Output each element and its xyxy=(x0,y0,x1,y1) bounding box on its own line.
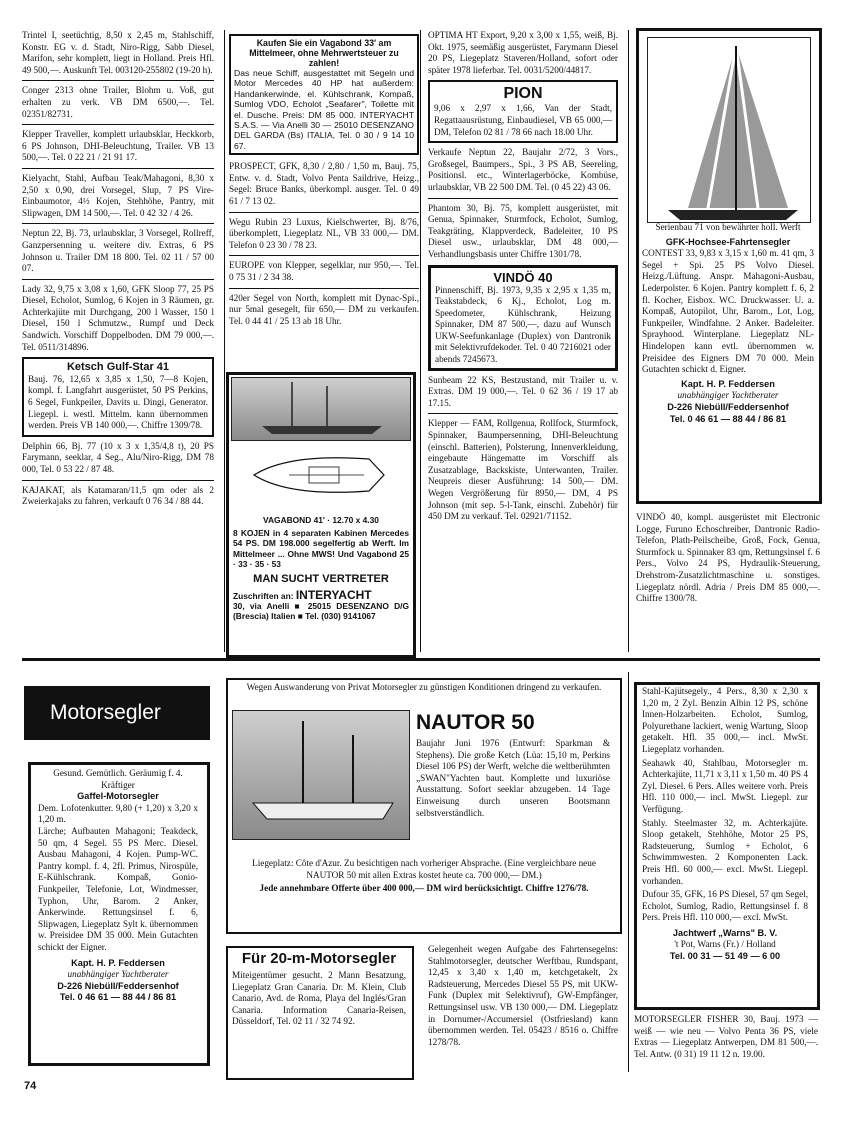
sailboat-photo xyxy=(231,377,411,441)
sailboat-icon xyxy=(232,378,410,440)
ad-kielyacht: Kielyacht, Stahl, Aufbau Teak/Mahagoni, 8,30 x 2,50 x 0,90, drei Vorsegel, Slup, 7 PS Vire-Einbaumotor, 4½ Kojen, Stehhöhe, Pantry, mit Slipwagen, DM 14 500,—. Tel. 0 42 32 / 4 26. xyxy=(22,172,214,218)
deck-plan-drawing xyxy=(249,445,389,505)
warns-address: 't Pot, Warns (Fr.) / Holland xyxy=(674,939,776,950)
gfk-heading: GFK-Hochsee-Fahrtensegler xyxy=(665,236,791,247)
ad-dufour: Dufour 35, GFK, 16 PS Diesel, 57 qm Segel, Echolot, Sumlog, Radio, Rettungsinsel f. 8 Pers. Preis Hfl. 110 000,— excl. MwSt. xyxy=(642,889,808,923)
ad-gelegenheit: Gelegenheit wegen Aufgabe des Fahrtensegelns: Stahlmotorsegler, deutscher Werftbau, Rundspant, 12,45 x 3,40 x 1,40 m, ketchgetakelt, 2x Radsteuerung, Mercedes Diesel 55 PS, mit UKW-Funk (Duplex mit Selektivruf), GW-Empfänger, Rettungsinsel usw. VB 130 000,— DM. Liegeplatz in Dornumer-/Accumersiel (Ostfriesland) kann übernommen werden. Tel. 05423 / 8516 o. Chiffre 1278/78. xyxy=(428,944,618,1047)
ad-sunbeam: Sunbeam 22 KS, Bestzustand, mit Trailer u. v. Extras. DM 19 000,—. Tel. 0 62 36 / 19 17 ab 17.15. xyxy=(428,374,618,408)
ad-trintel: Trintel I, seetüchtig, 8,50 x 2,45 m, Stahlschiff, Konstr. EG v. d. Stadt, Niro-Rigg, Sabb Diesel, Marifon, sehr komplett, liegt in Holland. Preis Hfl. 49 500,—. Auskunft Tel. 003120-255802 (19-20 h). xyxy=(22,30,214,75)
ad-vagabond41-box xyxy=(226,372,416,658)
ad-klepper-traveller: Klepper Traveller, komplett urlaubsklar, Heckkorb, 6 PS Johnson, DHI-Beleuchtung, Trailer. VB 13 500,—. Tel. 0 22 21 / 21 91 17. xyxy=(22,129,214,163)
vagabond41-text: 8 KOJEN in 4 separaten Kabinen Mercedes 54 PS. DM 198.000 segelfertig ab Werft. Im Mittelmeer ... Ohne MWS! Und Vagabond 25 · 33 · 35 · 53 xyxy=(233,528,409,569)
feddersen-role: unabhängiger Yachtberater xyxy=(677,390,779,401)
gaffel-intro: Gesund. Gemütlich. Geräumig f. 4. Kräftiger xyxy=(53,768,183,790)
ad-europe: EUROPE von Klepper, segelklar, nur 950,—. Tel. 0 75 31 / 2 34 38. xyxy=(229,260,419,282)
interyacht-address: 30, via Anelli ■ 25015 DESENZANO D/G (Brescia) Italien ■ Tel. (030) 9141067 xyxy=(233,601,409,622)
gaffel-heading: Gaffel-Motorsegler xyxy=(77,791,159,802)
ad-pion-box xyxy=(428,80,618,143)
vagabond33-heading: Kaufen Sie ein Vagabond 33' am Mittelmeer, ohne Mehrwertsteuer zu zahlen! xyxy=(249,38,399,68)
ad-vagabond33-box xyxy=(229,34,419,155)
vagabond41-caption: VAGABOND 41' · 12.70 x 4.30 xyxy=(263,515,379,525)
ad-optima: OPTIMA HT Export, 9,20 x 3,00 x 1,55, weiß, Bj. Okt. 1975, seemäßig ausgerüstet, Farymann Diesel 20 PS, Liegeplatz Staveren/Holland, sofort oder später 1978 lieferbar. Tel. 0031/5200/44817. xyxy=(428,30,618,75)
ad-delphin: Delphin 66, Bj. 77 (10 x 3 x 1,35/4,8 t), 20 PS Farymann, seeklar, 4 Seg., Alu/Niro-Rigg, DM 78 000, Tel. 0 53 22 / 87 48. xyxy=(22,440,214,474)
sailboat-icon xyxy=(648,38,810,222)
ad-prospect: PROSPECT, GFK, 8,30 / 2,80 / 1,50 m, Bauj. 75, Entw. v. d. Stadt, Volvo Penta Saildrive, Heizg., Segel: Bruce Banks, überkompl. ausger. Tel. 0 49 61 / 7 13 02. xyxy=(229,161,419,207)
ad-neptun22: Verkaufe Neptun 22, Baujahr 2/72, 3 Vors., Großsegel, Baumpers., Spi., 3 PS AB, Seereling, Positionsl. etc., Winterlagerböcke, Kombüse, urlaubsklar, VB 22 500 DM. Tel. (0 45 22) 43 06. xyxy=(428,147,618,192)
page-number: 74 xyxy=(24,1080,37,1092)
ad-stahly: Stahly. Steelmaster 32, m. Achterkajüte. Sloop getakelt, Stehhöhe, Motor 25 PS, Radsteuerung, Sumlog + Echolot, 6 Schwimmwesten. 2 Komponenten Lack. Preis Hfl. 60 000,— excl. MwSt. Liegepl. vorhanden. xyxy=(642,817,808,886)
ad-lady: Lady 32, 9,75 x 3,08 x 1,60, GFK Sloop 77, 25 PS Diesel, Echolot, Sumlog, 6 Kojen in 3 Räumen, gr. Achterkajüte mit Durchgang, 200 l Wasser, 150 l Diesel, 150 l Schmutzw., Rumpf und Deck Sandwich. Vorschiff Doppelboden. DM 79 000,—. Tel. 0511/314896. xyxy=(22,283,214,352)
zuschriften-label: Zuschriften an: xyxy=(233,591,294,602)
ad-phantom: Phantom 30, Bj. 75, komplett ausgerüstet, mit Genua, Spinnaker, Sturmfock, Echolot, Sumlog, Teakgräting, Klappverdeck, Badeleiter, 10 PS Diesel usw., urlaubsklar, DM 48 000,— Verhandlungsbasis unter Chiffre 1301/78. xyxy=(428,202,618,259)
gaffel-feddersen-name: Kapt. H. P. Feddersen xyxy=(71,957,165,968)
ad-vindo40-box xyxy=(428,265,618,371)
warns-phone: Tel. 00 31 — 51 49 — 6 00 xyxy=(669,951,781,962)
contest33-text: CONTEST 33, 9,83 x 3,15 x 1,60 m. 41 qm, 3 Segel + Spi. 25 PS Volvo Diesel. Heizg./Lüftung. Anspr. Mahagoni-Ausbau, Lederpolster. 6 Kojen. Pantry komplett f. 6, 2 fl. Kocher, Eisbox. WC. Druckwasser. U. a. Kompaß, Autopilot, Uhr, Barom., Lot, Log, Funkpeiler, Windfahne. 2 Anker. Badeleiter. Sprayhood. Winterplane. Liegeplatz NL-Hindelopen kann evtl. übernommen w. Preisidee des Eigners DM 70 000. Mein Gutachten schickt d. Eigner. xyxy=(642,248,814,375)
fuer-text: Miteigentümer gesucht. 2 Mann Besatzung, Liegeplatz Gran Canaria. Dr. M. Klein, Club Canario, Avd. de Roma, Playa del Inglés/Gran Canaria. Information Canaria-Reisen, Düsseldorf, Tel. 02 11 / 32 74 92. xyxy=(232,970,406,1027)
ad-klepper-fam: Klepper — FAM, Rollgenua, Rollfock, Sturmfock, Spinnaker, Baumpersenning, DHI-Beleuchtung (einschl. Batterien), Polsterung, Innenverkleidung, eingebaute Hängematte im Vorschiff als Zusatzablage, Backskiste, Unterwanten, Trailer. Neupreis dieser Ausführung: 14 500,— DM. Wegen Vergrößerung für 8950,— DM, 4 PS Johnson (mit sep. 5-l-Tank, einschl. Zubehör) für 450 DM zu verkauf. Tel. 02921/71152. xyxy=(428,418,618,522)
ad-420er-segel: 420er Segel von North, komplett mit Dynac-Spi., nur 5mal gesegelt, für 650,— DM zu verkaufen. Tel. 0 44 41 / 25 13 ab 18 Uhr. xyxy=(229,292,419,326)
feddersen-address: D-226 Niebüll/Feddersenhof xyxy=(667,401,789,412)
nautor-text: Baujahr Juni 1976 (Entwurf: Sparkman & Stephens). Die große Ketch (Lüa: 15,10 m, Perkins Diesel 106 PS) der Werft, welche die weltberühmten „SWAN"Yachten baut. Komplette und luxuriöse Ausstattung. Sofort seeklar abzugeben. 14 Tage Einweisung durch unseren Bootsmann selbstverständlich. xyxy=(416,738,610,818)
pion-heading: PION xyxy=(503,85,543,103)
pion-text: 9,06 x 2,97 x 1,66, Van der Stadt, Regattaausrüstung, Einbaudiesel, VB 65 000,— DM, Telefon 02 81 / 78 66 nach 18.00 Uhr. xyxy=(434,103,612,137)
gaffel-dims: Dem. Lofotenkutter. 9,80 (+ 1,20) x 3,20 x 1,20 m. xyxy=(38,802,198,825)
ad-seahawk: Seahawk 40, Stahlbau, Motorsegler m. Achterkajüte, 11,71 x 3,11 x 1,50 m. 40 PS 4 Zyl. Diesel. 6 Pers. Alles weitere vorh. Preis Hfl. 110 000,— incl. MwSt. Liegepl. zur Verfügung. xyxy=(642,757,808,814)
ad-vindo40-kompl: VINDÖ 40, kompl. ausgerüstet mit Electronic Logge, Furuno Echoschreiber, Dantronic Radio-Telefon, Plath-Peilscheibe, Groß, Fock, Genua, Sturmfock u. Spinnaker 83 qm, Rettungsinsel f. 6 Pers., Volvo 24 PS, Hydraulik-Steuerung, Drehstrom-Zusatzlichtmaschine u. sonstiges. Liegeplatz nördl. Adria / Preis DM 85 000,—. Chiffre 1300/78. xyxy=(636,512,820,604)
vagabond33-text: Das neue Schiff, ausgestattet mit Segeln und Motor Mercedes 40 HP hat außerdem: Handankerwinde, el. Kühlschrank, Kompaß, Sumlog VDO, Echolot „Seafarer", Toilette mit el. Dusche. Preis: DM 85 000. INTERYACHT S.A.S. — Via Anelli 30 — 25010 DESENZANO DEL GARDA (Bs) ITALIA, Tel. 0 30 / 9 14 10 67. xyxy=(234,68,414,151)
feddersen-name: Kapt. H. P. Feddersen xyxy=(681,378,775,389)
contest33-caption: Serienbau 71 von bewährter holl. Werft xyxy=(655,222,801,232)
nautor-intro: Wegen Auswanderung von Privat Motorsegler zu günstigen Konditionen dringend zu verkaufen. xyxy=(246,682,602,692)
nautor50-photo xyxy=(232,710,410,840)
section-title: Motorsegler xyxy=(50,701,161,724)
ad-wegu: Wegu Rubin 23 Luxus, Kielschwerter, Bj. 8/76, überkomplett, Liegeplatz NL, VB 33 000,— DM. Telefon 0 23 30 / 78 23. xyxy=(229,216,419,250)
feddersen-phone: Tel. 0 46 61 — 88 44 / 86 81 xyxy=(669,413,787,424)
ketsch-text: Bauj. 76, 12,65 x 3,85 x 1,50, 7—8 Kojen, kompl. f. Langfahrt ausgerüstet, 50 PS Perkins, 6 Segel, Funkpeiler, Davits u. Dingi, Generator. Liegepl. i. westl. Mittelm. kann übernommen werden. Preis VB 140 000,—. Chiffre 1309/78. xyxy=(28,373,208,431)
ad-neptun: Neptun 22, Bj. 73, urlaubsklar, 3 Vorsegel, Rollreff, Ganzpersenning u. weitere div. Extras, 6 PS Johnson u. Trailer DM 18 800. Tel. 02 11 / 57 00 07. xyxy=(22,228,214,274)
ad-stahl: Stahl-Kajütsegely., 4 Pers., 8,30 x 2,30 x 1,20 m, 2 Zyl. Benzin Albin 12 PS, schöne Innen-Holzarbeiten. Echolot, Sumlog, Polyurethane lackiert, wenig Wartung, Sloop getakelt. Hfl. 35 000,— incl. MwSt. Liegeplatz vorhanden. xyxy=(642,686,808,754)
ketsch-heading: Ketsch Gulf-Star 41 xyxy=(66,361,170,374)
nautor-place: Liegeplatz: Côte d'Azur. Zu besichtigen nach vorheriger Absprache. (Eine vergleichbare neue NAUTOR 50 mit allen Extras kostet heute ca. 700 000,— DM.) xyxy=(252,858,596,880)
ad-ketsch-box xyxy=(22,357,214,437)
ketch-icon xyxy=(233,711,409,839)
fuer-heading: Für 20-m-Motorsegler xyxy=(241,950,397,967)
gaffel-text: Lärche; Aufbauten Mahagoni; Teakdeck, 50 qm, 4 Segel. 55 PS Merc. Diesel. Ausbau Mahagoni, 4 Kojen. Pump-WC. Pantry kompl. f. 4, 2fl. Primus, Nirospüle, E-Kühlschrank. Kompaß, Gonio-Funkpeiler, Telefonie, Lot, Windmesser, Typhon, Uhr, Barom. 2 Anker, Ankerwinde. Rettungsinsel f. 6, Slipwagen, Liegeplatz Sylt k. übernommen w. Preisidee DM 35 000. Mein Gutachten schickt der Eigner. xyxy=(38,825,198,952)
gaffel-feddersen-role: unabhängiger Yachtberater xyxy=(67,969,169,980)
contest33-photo xyxy=(647,37,811,223)
vindo40-heading: VINDÖ 40 xyxy=(493,269,553,285)
section-header xyxy=(24,686,210,740)
interyacht-name: INTERYACHT xyxy=(295,588,372,603)
vindo40-text: Pinnenschiff, Bj. 1973, 9,35 x 2,95 x 1,35 m, Teakstabdeck, 6 Kj., Echolot, Log m. Speedometer, Kühlschrank, Heizung Spinnaker, DM 87 500,—, dazu auf Wunsch UKW-Seefunkanlage (Duplex) von Dantronik mit Selektivrufdekoder. Tel. 0 40 7216021 oder abends 7245673. xyxy=(435,284,611,365)
nautor-heading: NAUTOR 50 xyxy=(416,711,535,734)
gaffel-feddersen-address: D-226 Niebüll/Feddersenhof xyxy=(57,980,179,991)
ad-fisher: MOTORSEGLER FISHER 30, Bauj. 1973 — weiß — wie neu — Volvo Penta 36 PS, viele Extras — Liegeplatz Antwerpen, DM 81 500,—. Tel. Antw. (0 31) 19 11 12 n. 19.00. xyxy=(634,1014,818,1059)
vertreter-heading: MAN SUCHT VERTRETER xyxy=(253,573,389,586)
gaffel-feddersen-phone: Tel. 0 46 61 — 88 44 / 86 81 xyxy=(59,992,177,1003)
warns-heading: Jachtwerf „Warns" B. V. xyxy=(672,927,778,938)
nautor-offer: Jede annehmbare Offerte über 400 000,— DM wird berücksichtigt. Chiffre 1276/78. xyxy=(259,883,589,894)
ad-conger: Conger 2313 ohne Trailer, Blohm u. Voß, gut erhalten zu verk. VB DM 6500,—. Tel. 02351/82731. xyxy=(22,85,214,119)
ad-kajakat: KAJAKAT, als Katamaran/11,5 qm oder als 2 Zweierkajaks zu fahren, verkauft 0 76 34 / 88 44. xyxy=(22,484,214,507)
